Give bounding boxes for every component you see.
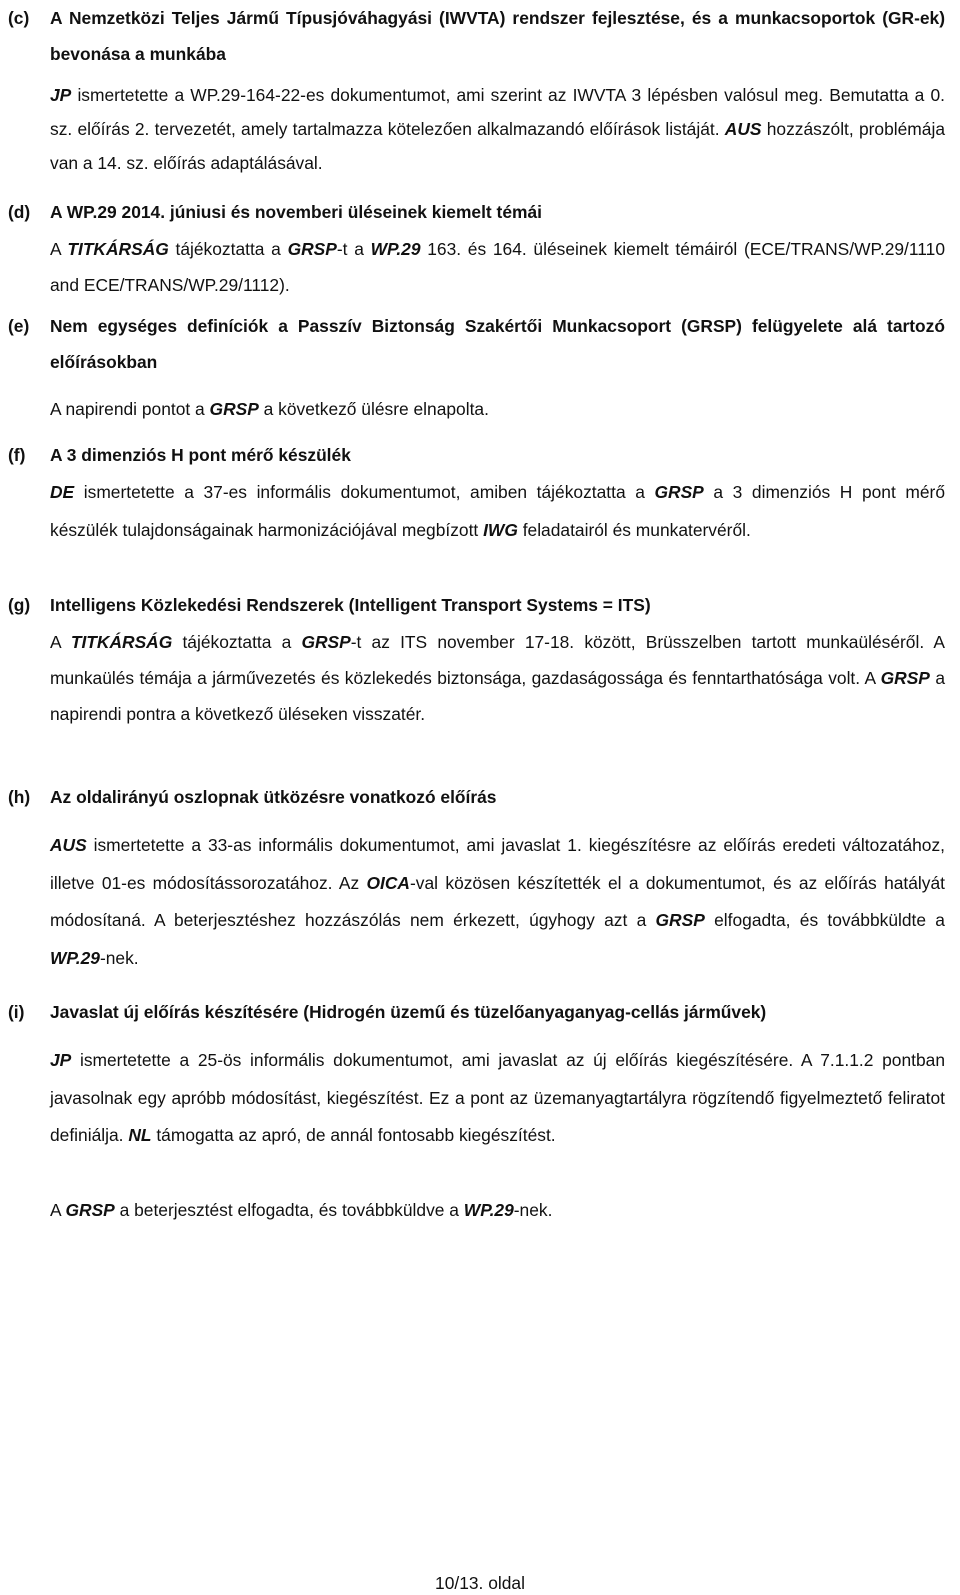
- section-heading: A 3 dimenziós H pont mérő készülék: [50, 445, 351, 465]
- section-paragraph: A napirendi pontot a GRSP a következő ülésre elnapolta.: [50, 399, 489, 419]
- section-label: (c): [8, 8, 30, 28]
- section-label: (d): [8, 202, 31, 222]
- section-paragraph: JP ismertetette a 25-ös informális dokumentumot, ami javaslat az új előírás kiegészítésére. A 7.1.1.2 pontban javasolnak egy apróbb módosítást, kiegészítést. Ez a pont az üzemanyagtartályra rögzítendő figyelmeztető feliratot definiálja. NL támogatta az apró, de annál fontosabb kiegészítést.: [50, 1050, 945, 1145]
- section-paragraph: JP ismertetette a WP.29-164-22-es dokumentumot, ami szerint az IWVTA 3 lépésben valósul meg. Bemutatta a 0. sz. előírás 2. tervezetét, amely tartalmazza kötelezően alkalmazandó előírások listáját. AUS hozzászólt, problémája van a 14. sz. előírás adaptálásával.: [50, 85, 945, 173]
- section-heading: Nem egységes definíciók a Passzív Biztonság Szakértői Munkacsoport (GRSP) felügyelete alá tartozó előírásokban: [50, 316, 945, 372]
- section-label: (f): [8, 445, 26, 465]
- section-heading: A WP.29 2014. júniusi és novemberi üléseinek kiemelt témái: [50, 202, 542, 222]
- section-label: (e): [8, 316, 30, 336]
- section-paragraph: DE ismertetette a 37-es informális dokumentumot, amiben tájékoztatta a GRSP a 3 dimenziós H pont mérő készülék tulajdonságainak harmonizációjával megbízott IWG feladatairól és munkatervéről.: [50, 482, 946, 540]
- section-paragraph: A TITKÁRSÁG tájékoztatta a GRSP-t az ITS november 17-18. között, Brüsszelben tartott munkaüléséről. A munkaülés témája a járművezetés és közlekedés biztonsága, gazdaságossága és fenntarthatósága volt. A GRSP a napirendi pontra a következő üléseken visszatér.: [50, 632, 945, 724]
- country-code: JP: [50, 85, 72, 105]
- section-heading: Javaslat új előírás készítésére (Hidrogén üzemű és tüzelőanyaganyag-cellás járművek): [50, 1002, 767, 1022]
- page-number: 10/13. oldal: [435, 1573, 525, 1593]
- section-heading: Az oldalirányú oszlopnak ütközésre vonatkozó előírás: [50, 787, 497, 807]
- section-paragraph: AUS ismertetette a 33-as informális dokumentumot, ami javaslat 1. kiegészítésre az előírás eredeti változatához, illetve 01-es módosítássorozatához. Az OICA-val közösen készítették el a dokumentumot, és az előírás hatályát módosítaná. A beterjesztéshez hozzászólás nem érkezett, úgyhogy azt a GRSP elfogadta, és továbbküldte a WP.29-nek.: [50, 835, 945, 968]
- country-code: AUS: [724, 119, 762, 139]
- section-heading: Intelligens Közlekedési Rendszerek (Intelligent Transport Systems = ITS): [50, 595, 651, 615]
- section-paragraph: A GRSP a beterjesztést elfogadta, és továbbküldve a WP.29-nek.: [50, 1200, 553, 1220]
- section-label: (h): [8, 787, 31, 807]
- section-heading: A Nemzetközi Teljes Jármű Típusjóváhagyási (IWVTA) rendszer fejlesztése, és a munkacsoportok (GR-ek) bevonása a munkába: [50, 8, 945, 64]
- section-label: (i): [8, 1002, 25, 1022]
- section-label: (g): [8, 595, 31, 615]
- section-paragraph: A TITKÁRSÁG tájékoztatta a GRSP-t a WP.29 163. és 164. üléseinek kiemelt témáiról (ECE/TRANS/WP.29/1110 and ECE/TRANS/WP.29/1112).: [50, 239, 945, 295]
